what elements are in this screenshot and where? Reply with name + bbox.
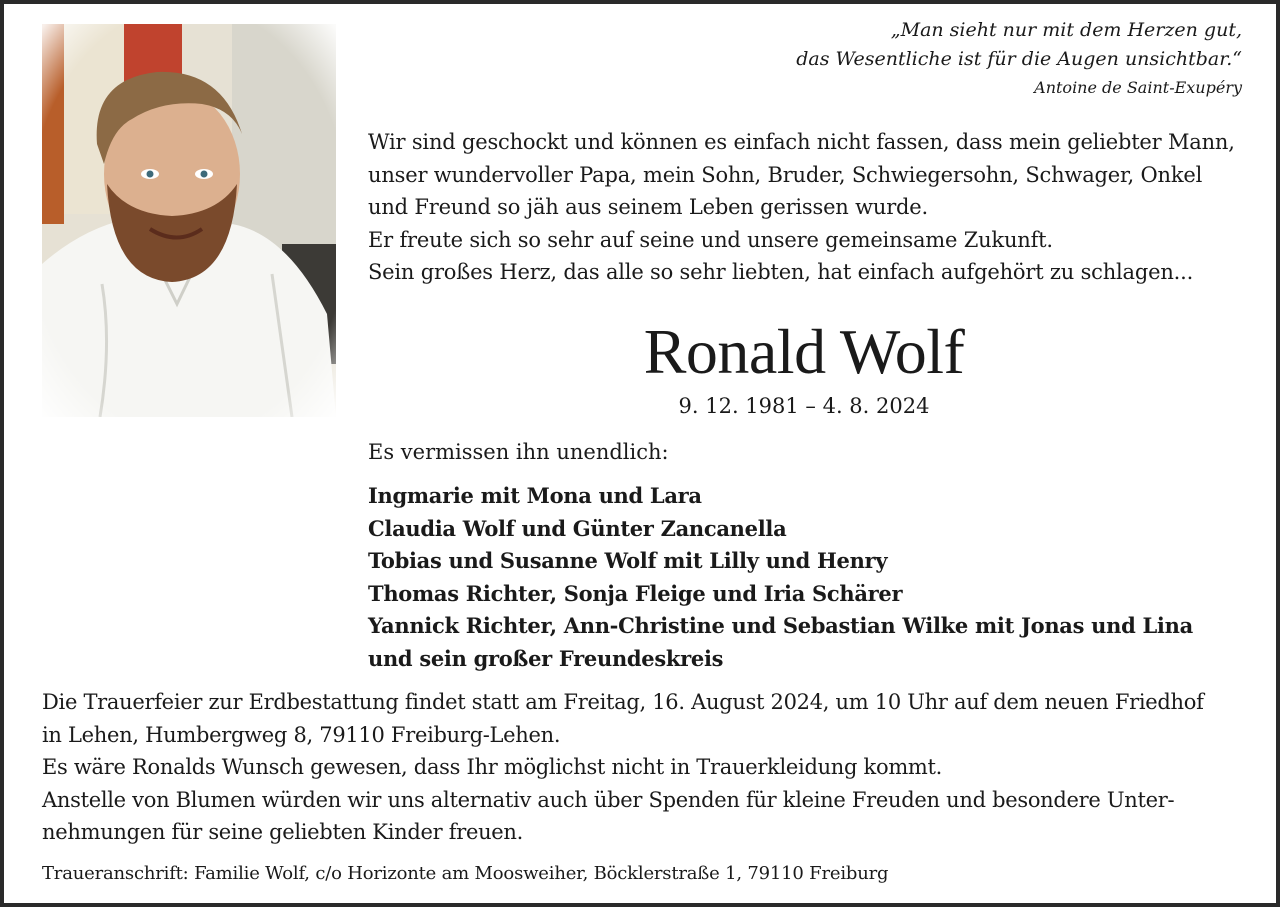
portrait-photo	[42, 24, 336, 417]
mourner-line: Tobias und Susanne Wolf mit Lilly und Henry	[368, 548, 888, 573]
deceased-name: Ronald Wolf	[643, 316, 965, 387]
mourners-list	[368, 480, 1193, 675]
mourner-line: Thomas Richter, Sonja Fleige und Iria Schärer	[368, 580, 903, 606]
funeral-line: nehmungen für seine geliebten Kinder freuen.	[42, 820, 524, 844]
mourner-line: Claudia Wolf und Günter Zancanella	[368, 515, 787, 541]
funeral-line: Es wäre Ronalds Wunsch gewesen, dass Ihr möglichst nicht in Trauerkleidung kommt.	[42, 755, 943, 779]
funeral-info	[42, 686, 1252, 849]
quote-block	[796, 16, 1242, 101]
mourner-line: und sein großer Freundeskreis	[368, 645, 724, 671]
funeral-line: Die Trauerfeier zur Erdbestattung findet statt am Freitag, 16. August 2024, um 10 Uhr auf dem neuen Friedhof	[42, 690, 1204, 714]
intro-line: Er freute sich so sehr auf seine und unsere gemeinsame Zukunft.	[368, 227, 1053, 252]
mourning-address: Traueranschrift: Familie Wolf, c/o Horizonte am Moosweiher, Böcklerstraße 1, 79110 Freiburg	[42, 863, 889, 884]
mourner-line: Ingmarie mit Mona und Lara	[368, 483, 702, 508]
funeral-line: in Lehen, Humbergweg 8, 79110 Freiburg-Lehen.	[42, 722, 561, 747]
mourners-heading: Es vermissen ihn unendlich:	[368, 440, 669, 464]
intro-text	[368, 126, 1248, 289]
quote-author: Antoine de Saint-Exupéry	[1034, 78, 1242, 97]
intro-line: unser wundervoller Papa, mein Sohn, Bruder, Schwiegersohn, Schwager, Onkel	[368, 162, 1203, 187]
intro-line: und Freund so jäh aus seinem Leben gerissen wurde.	[368, 195, 928, 219]
quote-line: „Man sieht nur mit dem Herzen gut,	[890, 19, 1242, 41]
intro-line: Wir sind geschockt und können es einfach nicht fassen, dass mein geliebter Mann,	[368, 130, 1235, 154]
quote-line: das Wesentliche ist für die Augen unsichtbar.“	[796, 48, 1242, 70]
intro-line: Sein großes Herz, das alle so sehr liebten, hat einfach aufgehört zu schlagen...	[368, 260, 1194, 284]
mourner-line: Yannick Richter, Ann-Christine und Sebastian Wilke mit Jonas und Lina	[368, 613, 1193, 638]
life-dates: 9. 12. 1981 – 4. 8. 2024	[678, 394, 930, 418]
funeral-line: Anstelle von Blumen würden wir uns alternativ auch über Spenden für kleine Freuden und besondere Unter-	[42, 787, 1175, 812]
